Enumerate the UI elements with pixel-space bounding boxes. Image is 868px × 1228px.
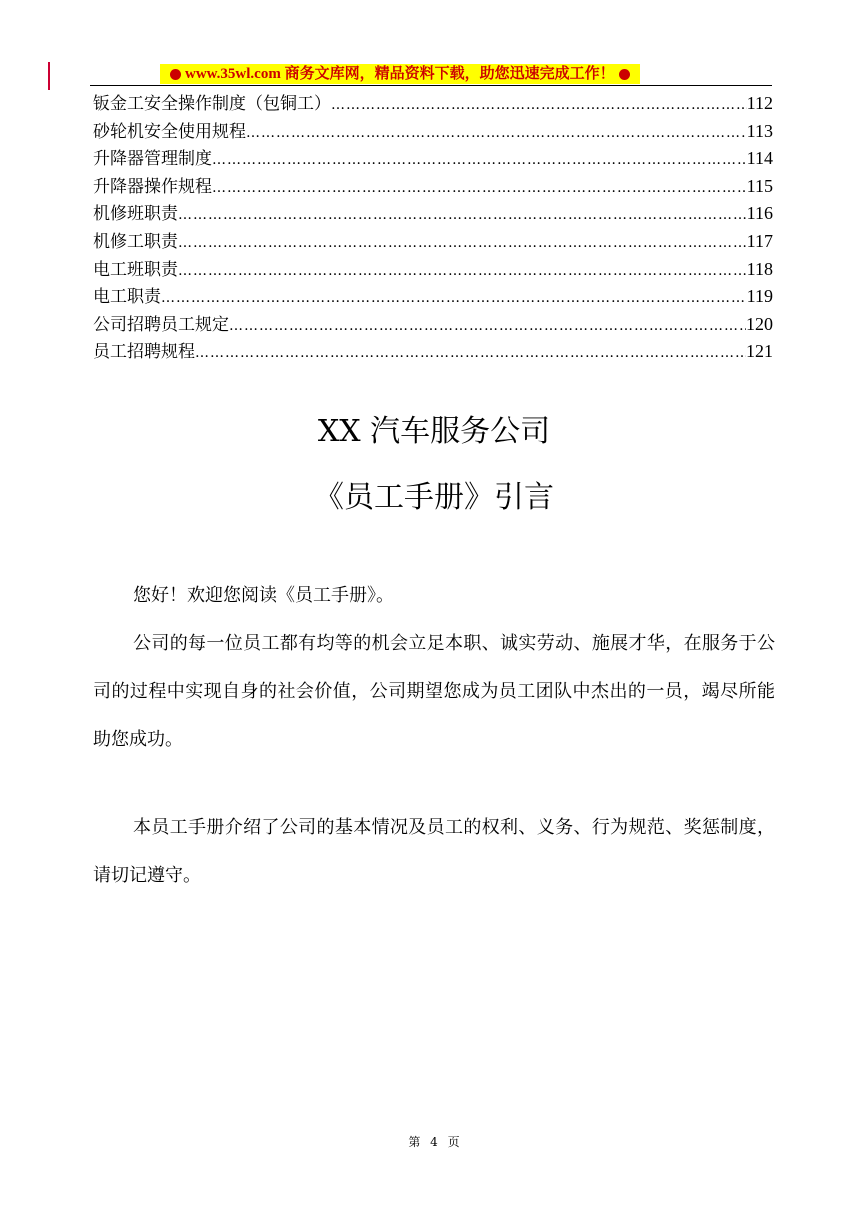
toc-entry[interactable] (93, 173, 773, 201)
toc-entry-page: 115 (746, 175, 773, 196)
header-banner[interactable] (160, 64, 640, 84)
toc-entry[interactable] (93, 145, 773, 173)
toc-leader-dots (161, 285, 747, 311)
toc-entry-title: 电工班职责 (93, 259, 178, 280)
toc-entry-title: 机修工职责 (93, 231, 178, 252)
toc-entry-page: 121 (746, 341, 773, 362)
header-rule (90, 85, 772, 86)
toc-entry-title: 升降器操作规程 (93, 176, 212, 197)
toc-leader-dots (212, 147, 747, 173)
toc-leader-dots (229, 313, 746, 339)
toc-entry-page: 117 (746, 230, 773, 251)
toc-entry-title: 公司招聘员工规定 (93, 314, 229, 335)
toc-leader-dots (195, 340, 746, 366)
page-number: 第 4 页 (408, 1135, 460, 1149)
bullet-dot-icon (619, 69, 630, 80)
intro-paragraph-opportunity: 公司的每一位员工都有均等的机会立足本职、诚实劳动、施展才华，在服务于公司的过程中实现自身的社会价值，公司期望您成为员工团队中杰出的一员，竭尽所能助您成功。 (93, 633, 775, 750)
toc-entry[interactable] (93, 118, 773, 146)
toc-leader-dots (212, 175, 747, 201)
toc-entry[interactable] (93, 256, 773, 284)
intro-paragraph-greeting: 您好！欢迎您阅读《员工手册》。 (133, 585, 394, 606)
toc-entry-title: 砂轮机安全使用规程 (93, 121, 246, 142)
toc-entry-page: 118 (746, 258, 773, 279)
toc-entry-page: 112 (746, 93, 773, 113)
toc-leader-dots (178, 230, 747, 256)
toc-entry-title: 升降器管理制度 (93, 149, 212, 170)
toc-entry[interactable] (93, 90, 773, 118)
document-subtitle: 《员工手册》引言 (314, 480, 554, 515)
toc-entry-page: 113 (746, 120, 773, 141)
toc-entry-page: 114 (746, 148, 773, 169)
bullet-dot-icon (170, 69, 181, 80)
header-banner-text: www.35wl.com 商务文库网，精品资料下载，助您迅速完成工作！ (185, 66, 615, 82)
intro-paragraph-handbook: 本员工手册介绍了公司的基本情况及员工的权利、义务、行为规范、奖惩制度，请切记遵守。 (93, 817, 775, 886)
toc-entry-title: 员工招聘规程 (93, 342, 195, 363)
toc-entry-page: 120 (746, 313, 773, 334)
toc-entry-page: 119 (746, 286, 773, 307)
document-title: XX 汽车服务公司 (317, 414, 551, 449)
toc-leader-dots (331, 92, 747, 118)
margin-mark (48, 62, 50, 90)
table-of-contents (93, 90, 773, 366)
toc-entry[interactable] (93, 283, 773, 311)
toc-entry[interactable] (93, 228, 773, 256)
toc-leader-dots (178, 258, 747, 284)
toc-leader-dots (178, 202, 747, 228)
toc-entry-title: 钣金工安全操作制度（包铜工） (93, 94, 331, 114)
toc-entry[interactable] (93, 338, 773, 366)
toc-entry-title: 电工职责 (93, 287, 161, 308)
toc-entry-title: 机修班职责 (93, 204, 178, 225)
toc-leader-dots (246, 120, 747, 146)
toc-entry-page: 116 (746, 203, 773, 224)
toc-entry[interactable] (93, 311, 773, 339)
toc-entry[interactable] (93, 200, 773, 228)
